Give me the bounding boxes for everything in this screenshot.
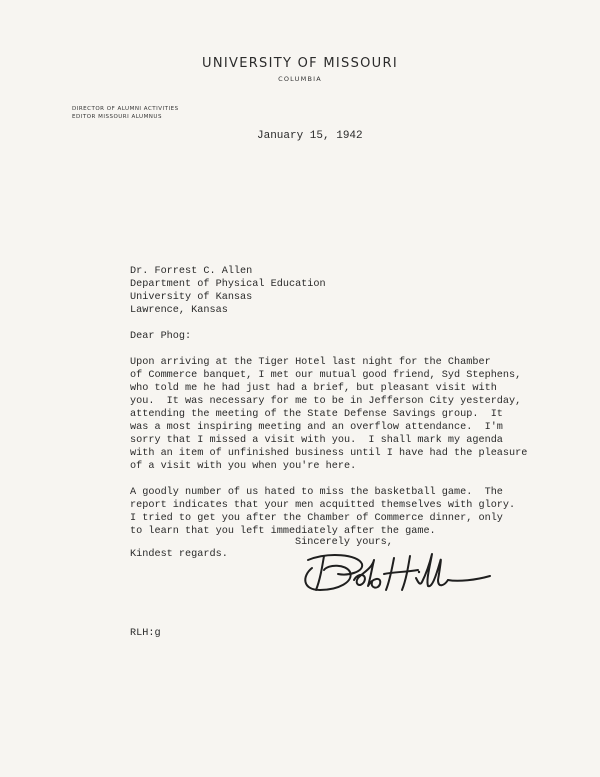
letter-date: January 15, 1942: [257, 130, 363, 142]
letterhead-title: UNIVERSITY OF MISSOURI: [202, 56, 398, 71]
paragraph1-line: with an item of unfinished business until I have had the pleasure: [130, 448, 528, 459]
letterhead-subtitle: COLUMBIA: [278, 75, 322, 83]
recipient-department: Department of Physical Education: [130, 279, 326, 290]
paragraph2-line: report indicates that your men acquitted themselves with glory.: [130, 500, 516, 511]
typist-initials: RLH:g: [130, 628, 161, 639]
recipient-name: Dr. Forrest C. Allen: [130, 266, 253, 277]
paragraph1-line: who told me he had just had a brief, but pleasant visit with: [130, 383, 497, 394]
paragraph2-line: to learn that you left immediately after the game.: [130, 526, 436, 537]
signature: [298, 546, 498, 596]
paragraph1-line: was a most inspiring meeting and an overflow attendance. I'm: [130, 422, 503, 433]
paragraph1-line: attending the meeting of the State Defense Savings group. It: [130, 409, 503, 420]
closing: Sincerely yours,: [295, 537, 393, 548]
salutation: Dear Phog:: [130, 331, 192, 342]
regards: Kindest regards.: [130, 549, 228, 560]
paragraph2-line: I tried to get you after the Chamber of Commerce dinner, only: [130, 513, 503, 524]
recipient-city: Lawrence, Kansas: [130, 305, 228, 316]
paragraph1-line: of a visit with you when you're here.: [130, 461, 357, 472]
recipient-university: University of Kansas: [130, 292, 253, 303]
paragraph2-line: A goodly number of us hated to miss the basketball game. The: [130, 487, 503, 498]
office-line-editor: EDITOR MISSOURI ALUMNUS: [72, 114, 162, 120]
paragraph1-line: you. It was necessary for me to be in Jefferson City yesterday,: [130, 396, 522, 407]
office-line-director: DIRECTOR OF ALUMNI ACTIVITIES: [72, 106, 179, 112]
paragraph1-line: Upon arriving at the Tiger Hotel last night for the Chamber: [130, 357, 491, 368]
paragraph1-line: sorry that I missed a visit with you. I shall mark my agenda: [130, 435, 503, 446]
paragraph1-line: of Commerce banquet, I met our mutual good friend, Syd Stephens,: [130, 370, 522, 381]
